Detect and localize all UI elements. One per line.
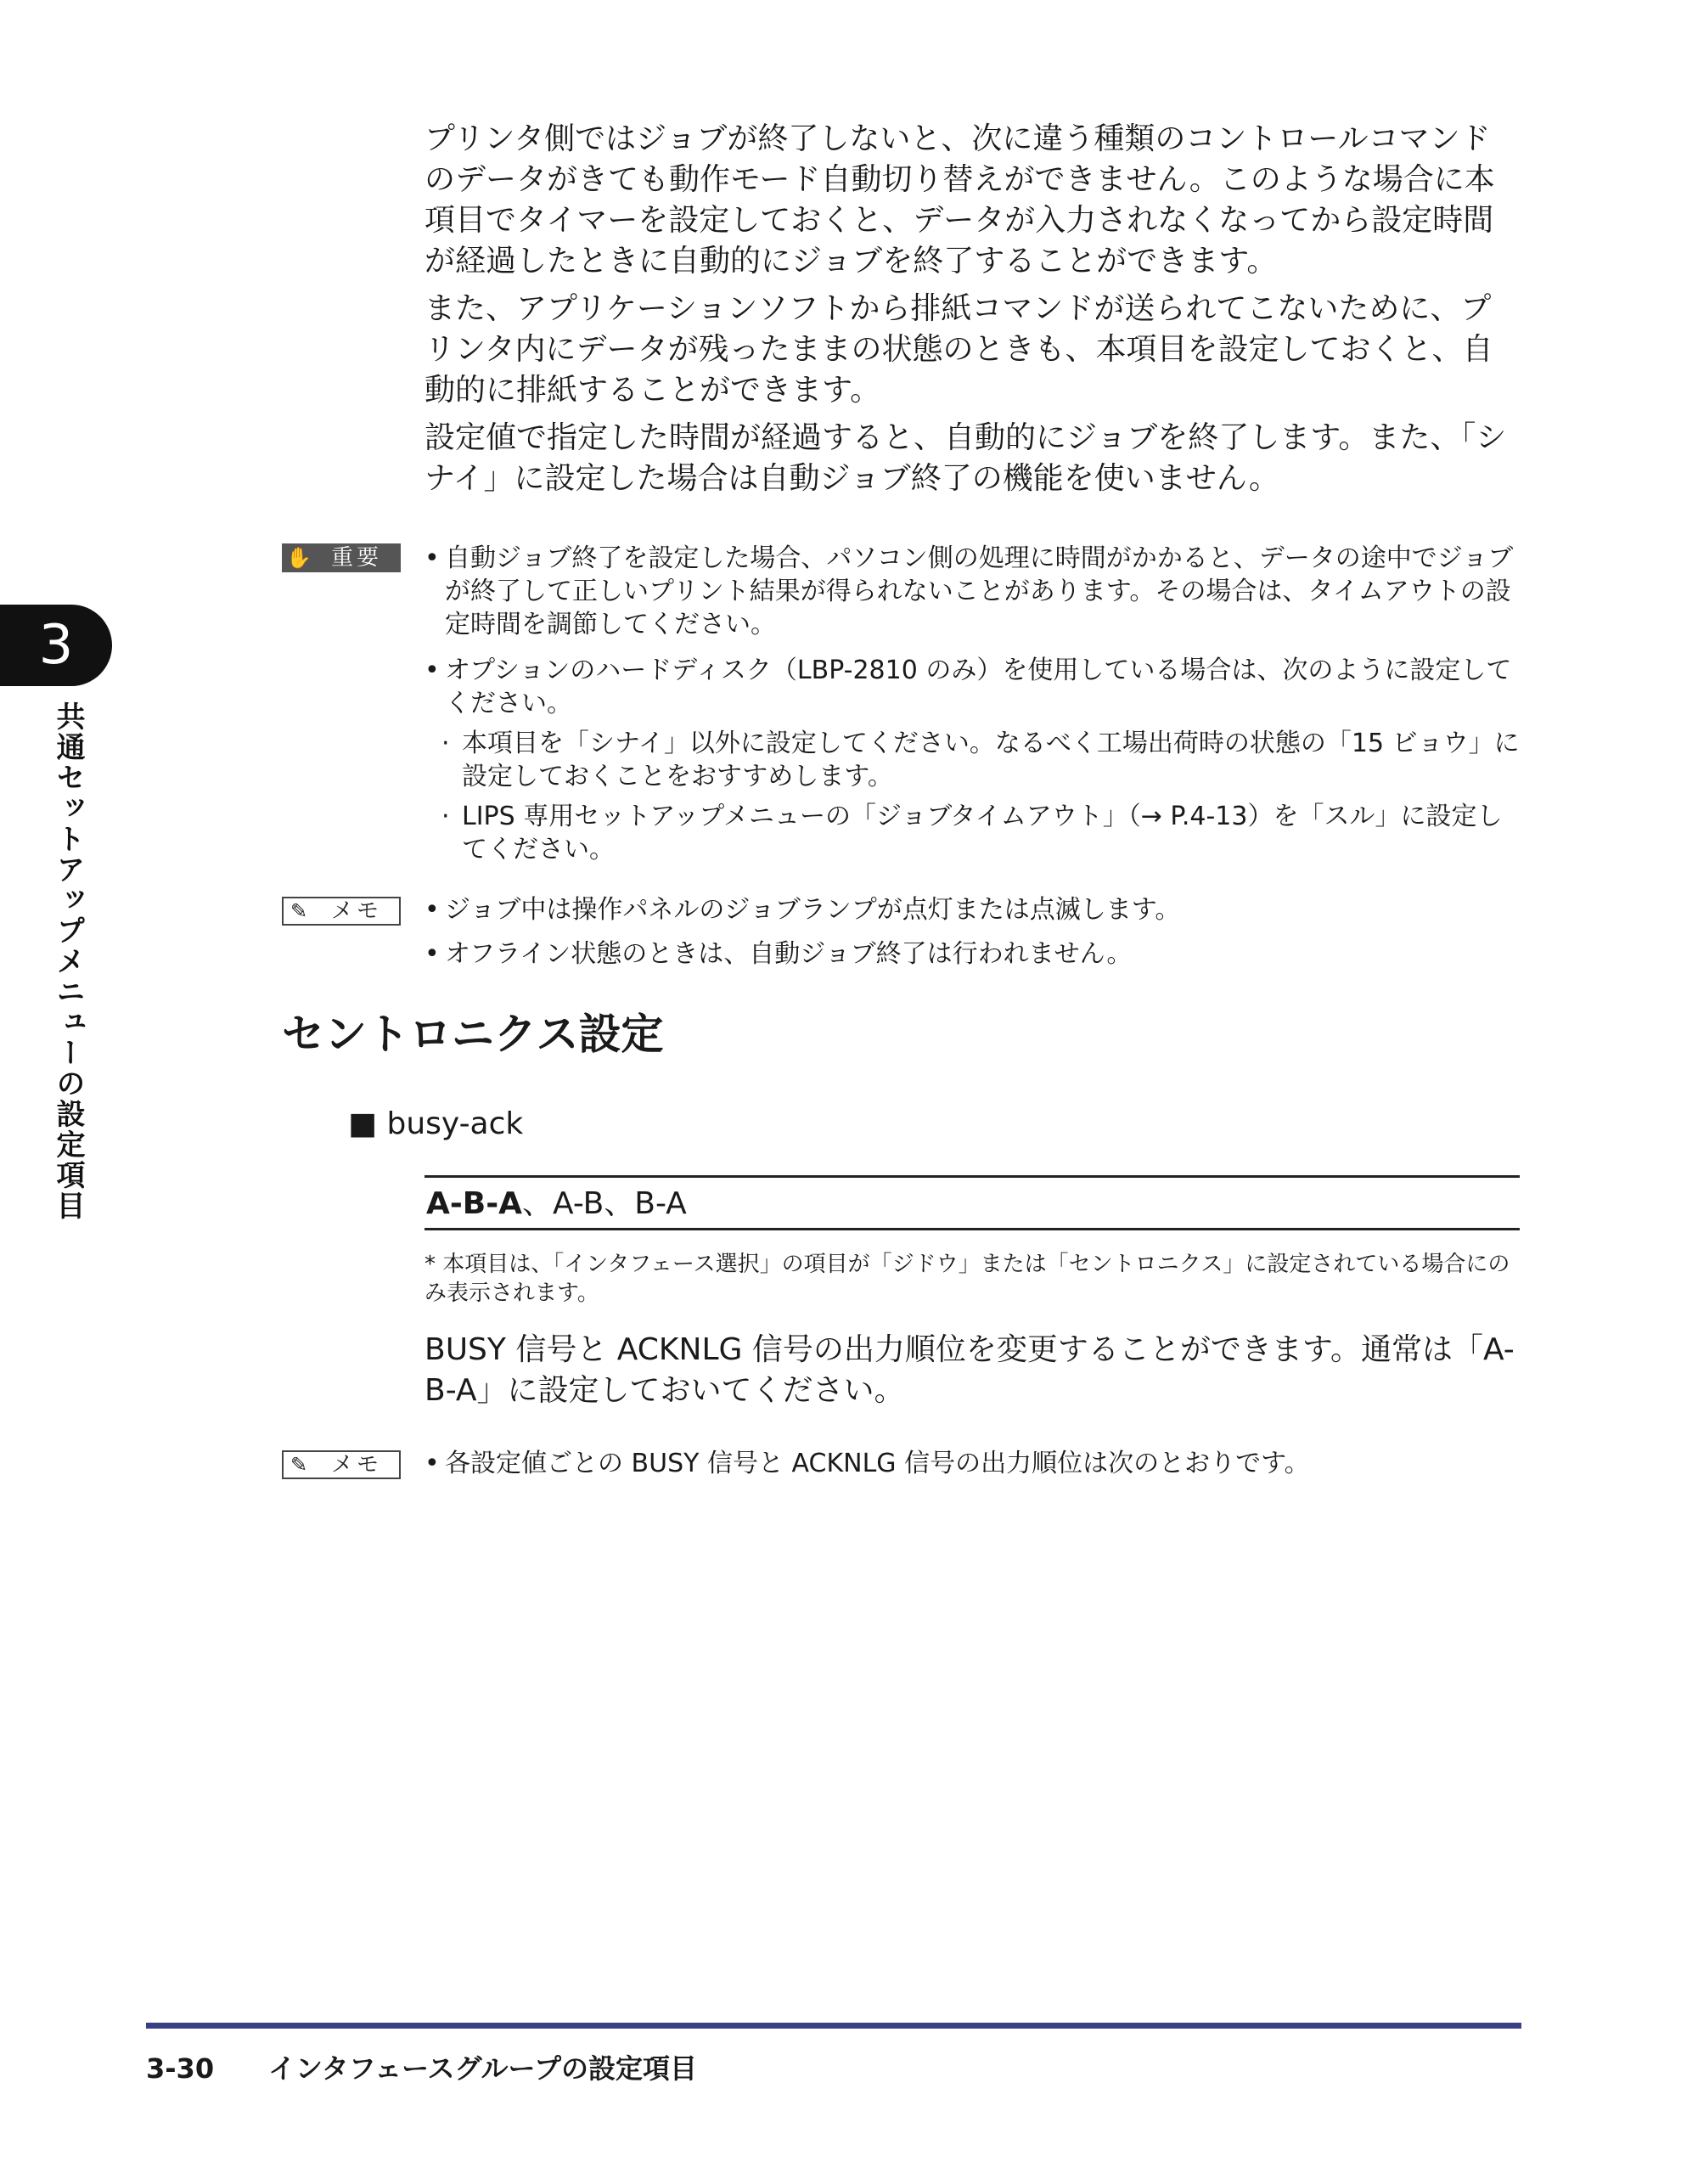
section-heading: セントロニクス設定 <box>282 1010 664 1059</box>
memo-badge-label: メモ <box>330 1452 382 1478</box>
footer-section-title: インタフェースグループの設定項目 <box>268 2052 697 2085</box>
other-options: 、A-B、B-A <box>522 1186 687 1221</box>
middle-dot-icon: · <box>441 802 450 831</box>
description: BUSY 信号と ACKNLG 信号の出力順位を変更することができます。通常は「A-B-A」に設定しておいてください。 <box>424 1332 1515 1408</box>
item-title-row <box>348 1106 523 1143</box>
footer-rule <box>146 2023 1521 2029</box>
middle-dot-icon: · <box>441 729 450 758</box>
pencil-icon: ✎ <box>290 1453 308 1477</box>
important-badge-label: 重要 <box>330 545 382 571</box>
options-bottom-rule <box>424 1228 1520 1230</box>
chapter-tab: 3 <box>0 605 112 686</box>
important-badge <box>282 543 401 572</box>
memo-badge <box>282 897 401 926</box>
bullet-dot-icon: • <box>424 656 440 685</box>
default-option: A-B-A <box>426 1186 523 1221</box>
memo-badge-label: メモ <box>330 898 382 924</box>
bullet-dot-icon: • <box>424 939 440 969</box>
options-row <box>426 1184 687 1224</box>
memo-badge <box>282 1450 401 1479</box>
hand-stop-icon: ✋ <box>286 546 312 570</box>
body-paragraph: プリンタ側ではジョブが終了しないと、次に違う種類のコントロールコマンドのデータがきても動作モード自動切り替えができません。このような場合に本項目でタイマーを設定しておくと、データが入力されなくなってから設定時間が経過したときに自動的にジョブを終了することができます。 <box>424 121 1495 279</box>
page-number: 3-30 <box>146 2052 215 2085</box>
footnote: * 本項目は、「インタフェース選択」の項目が「ジドウ」または「セントロニクス」に設定されている場合にのみ表示されます。 <box>424 1252 1510 1306</box>
bullet-dot-icon: • <box>424 543 440 573</box>
black-square-icon: ■ <box>348 1106 378 1141</box>
bullet-dot-icon: • <box>424 1449 440 1478</box>
pencil-icon: ✎ <box>290 899 308 923</box>
body-paragraph: 設定値で指定した時間が経過すると、自動的にジョブを終了します。また、「シナイ」に設定した場合は自動ジョブ終了の機能を使いません。 <box>424 420 1507 496</box>
chapter-title-vertical: 共通セットアップメニューの設定項目 <box>51 701 85 1221</box>
body-paragraph: また、アプリケーションソフトから排紙コマンドが送られてこないために、プリンタ内にデータが残ったままの状態のときも、本項目を設定しておくと、自動的に排紙することができます。 <box>424 291 1493 408</box>
options-top-rule <box>424 1175 1520 1178</box>
bullet-dot-icon: • <box>424 895 440 925</box>
item-title: busy-ack <box>386 1106 524 1141</box>
